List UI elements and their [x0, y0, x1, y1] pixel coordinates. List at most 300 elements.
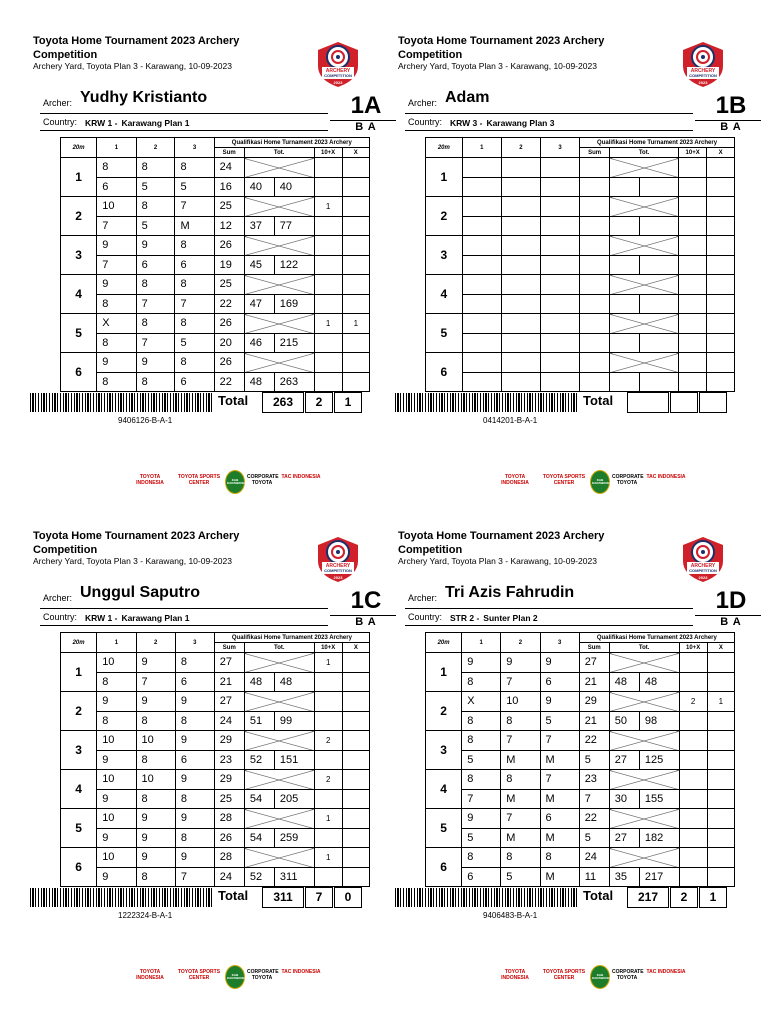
barcode	[30, 888, 212, 907]
end-sum: 45	[244, 255, 274, 275]
row-sum: 25	[214, 789, 244, 809]
arrow-score: 5	[462, 828, 501, 848]
row-sum: 11	[579, 867, 609, 887]
crossed-cell	[610, 314, 679, 334]
end-sum: 30	[609, 789, 639, 809]
divider	[40, 113, 328, 114]
end-number: 3	[426, 731, 462, 770]
row-sum: 24	[214, 711, 244, 731]
row-sum: 12	[214, 216, 244, 236]
row-sum: 29	[214, 731, 244, 751]
table-row	[426, 750, 735, 770]
arrow-score: 5	[540, 711, 579, 731]
arrow-score: 6	[540, 809, 579, 829]
arrow-header-3: 3	[175, 633, 214, 653]
crossed-cell	[244, 692, 314, 712]
arrow-score	[540, 216, 579, 236]
archer-label: Archer:	[43, 593, 73, 603]
end-sum: 51	[244, 711, 274, 731]
arrow-score	[540, 333, 579, 353]
arrow-score	[501, 216, 540, 236]
sum-header: Sum	[214, 643, 244, 653]
x-count	[707, 809, 734, 829]
arrow-score: 8	[175, 828, 214, 848]
arrow-score	[462, 197, 501, 217]
tournament-subtitle: Archery Yard, Toyota Plan 3 - Karawang, 10-09-2023	[398, 61, 597, 71]
tenx-count: 2	[314, 731, 342, 751]
arrow-score: 5	[136, 216, 175, 236]
country-code: KRW 1 -	[85, 613, 118, 623]
running-total	[639, 294, 678, 314]
x-count	[342, 789, 369, 809]
tournament-title: Toyota Home Tournament 2023 Archery Competition	[398, 530, 605, 556]
arrow-score: 8	[97, 158, 136, 178]
crossed-cell	[609, 809, 679, 829]
crossed-cell	[244, 197, 314, 217]
distance-header: 20m	[426, 633, 462, 653]
table-row	[61, 867, 370, 887]
end-sum: 54	[244, 789, 274, 809]
x-count	[342, 255, 369, 275]
logo-text-1: ARCHERY	[325, 563, 351, 569]
archer-name: Tri Azis Fahrudin	[445, 584, 575, 601]
total-label: Total	[583, 393, 614, 408]
sum-header: Sum	[580, 148, 610, 158]
crossed-cell	[609, 692, 679, 712]
x-count	[342, 731, 369, 751]
target-number: 1C	[350, 587, 382, 614]
sponsor-name: TOYOTA INDONESIA	[501, 969, 529, 981]
tournament-title: Toyota Home Tournament 2023 Archery Competition	[33, 35, 240, 61]
barcode-number: 9406483-B-A-1	[483, 911, 538, 920]
tenx-count	[679, 731, 707, 751]
arrow-score: 8	[501, 770, 540, 790]
tenx-count	[679, 653, 707, 673]
distance-header: 20m	[426, 138, 463, 158]
end-sum: 48	[609, 672, 639, 692]
total-label: Total	[218, 888, 249, 903]
end-number: 3	[61, 236, 97, 275]
country-name: Sunter Plan 2	[483, 613, 538, 623]
table-row	[426, 372, 735, 392]
arrow-score: 10	[136, 731, 175, 751]
row-sum	[580, 333, 610, 353]
table-row	[61, 177, 370, 197]
sponsor-name: TOYOTA INDONESIA	[501, 474, 529, 486]
tenx-count	[679, 197, 707, 217]
divider	[405, 130, 693, 131]
x-count: 1	[342, 314, 369, 334]
row-sum: 25	[214, 197, 244, 217]
x-count	[707, 867, 734, 887]
tenx-count	[679, 294, 707, 314]
table-row	[426, 672, 735, 692]
x-count	[707, 653, 734, 673]
end-number: 6	[426, 848, 462, 887]
total-score: 263	[262, 392, 304, 413]
x-count	[342, 809, 369, 829]
arrow-score: 5	[175, 177, 214, 197]
x-count	[342, 236, 369, 256]
end-sum	[610, 294, 640, 314]
x-count	[707, 770, 734, 790]
sponsor-name: TOYOTA SPORTS CENTER	[177, 969, 221, 981]
barcode-number: 9406126-B-A-1	[118, 416, 173, 425]
scorecard-1c	[30, 495, 382, 995]
arrow-score: 8	[175, 789, 214, 809]
x-count	[707, 255, 735, 275]
x-count	[707, 177, 735, 197]
bow-class: B A	[355, 616, 377, 628]
running-total: 263	[274, 372, 314, 392]
end-number: 2	[61, 692, 97, 731]
running-total: 48	[639, 672, 679, 692]
logo-text-3: 2023	[698, 575, 708, 580]
tenx-count	[679, 275, 707, 295]
running-total: 125	[639, 750, 679, 770]
end-number: 1	[61, 158, 97, 197]
crossed-cell	[244, 158, 314, 178]
running-total: 217	[639, 867, 679, 887]
arrow-score: 6	[540, 672, 579, 692]
end-sum: 37	[244, 216, 274, 236]
arrow-score: 9	[97, 789, 136, 809]
country-code: KRW 3 -	[450, 118, 483, 128]
logo-text-3: 2023	[698, 80, 708, 85]
arrow-score	[501, 236, 540, 256]
row-sum: 27	[214, 692, 244, 712]
barcode	[30, 393, 212, 412]
sponsor-name: CORPORATE TOYOTA	[612, 969, 644, 981]
sponsor-name: TAC INDONESIA	[646, 969, 686, 975]
tenx-count	[314, 828, 342, 848]
arrow-score: 9	[97, 236, 136, 256]
arrow-score	[462, 353, 501, 373]
x-header: X	[707, 643, 734, 653]
running-total: 40	[274, 177, 314, 197]
country-value	[85, 613, 189, 623]
tot-header: Tot.	[610, 148, 679, 158]
end-sum: 54	[244, 828, 274, 848]
row-sum: 25	[214, 275, 244, 295]
arrow-score	[462, 372, 501, 392]
table-row	[61, 750, 370, 770]
x-count	[342, 770, 369, 790]
end-sum	[610, 177, 640, 197]
sum-header: Sum	[579, 643, 609, 653]
row-sum: 27	[579, 653, 609, 673]
divider	[405, 113, 693, 114]
tournament-subtitle: Archery Yard, Toyota Plan 3 - Karawang, 10-09-2023	[33, 61, 232, 71]
end-sum: 52	[244, 867, 274, 887]
target-number: 1A	[350, 92, 382, 119]
arrow-header-2: 2	[136, 138, 175, 158]
archery-competition-logo	[679, 40, 727, 88]
row-sum	[580, 275, 610, 295]
archery-competition-logo	[314, 535, 362, 583]
x-count	[707, 236, 735, 256]
arrow-score: 8	[97, 672, 136, 692]
arrow-score: 9	[462, 653, 501, 673]
tenx-count	[679, 848, 707, 868]
row-sum: 28	[214, 809, 244, 829]
running-total: 151	[274, 750, 314, 770]
crossed-cell	[609, 770, 679, 790]
header-row	[426, 633, 735, 643]
arrow-score	[540, 177, 579, 197]
table-row	[61, 216, 370, 236]
arrow-score: 10	[97, 770, 136, 790]
bow-class: B A	[355, 121, 377, 133]
tenx-count	[679, 711, 707, 731]
tenx-header: 10+X	[314, 643, 342, 653]
crossed-cell	[244, 848, 314, 868]
end-number: 4	[61, 275, 97, 314]
x-count	[707, 750, 734, 770]
row-sum: 5	[579, 750, 609, 770]
arrow-score: 5	[175, 333, 214, 353]
arrow-score: 8	[540, 848, 579, 868]
header-row	[61, 138, 370, 148]
arrow-header-2: 2	[501, 633, 540, 653]
row-sum	[580, 294, 610, 314]
row-sum	[580, 372, 610, 392]
total-10x: 2	[670, 887, 698, 908]
crossed-cell	[244, 731, 314, 751]
row-sum: 26	[214, 353, 244, 373]
tenx-count: 1	[314, 653, 342, 673]
end-sum: 47	[244, 294, 274, 314]
total-x: 0	[334, 887, 362, 908]
arrow-score	[462, 294, 501, 314]
sum-header: Sum	[214, 148, 244, 158]
x-count	[342, 275, 369, 295]
total-x: 1	[334, 392, 362, 413]
arrow-score: 8	[97, 333, 136, 353]
end-sum: 35	[609, 867, 639, 887]
end-sum: 46	[244, 333, 274, 353]
tenx-count	[314, 789, 342, 809]
arrow-score: 9	[175, 692, 214, 712]
end-number: 1	[61, 653, 97, 692]
arrow-score: M	[540, 867, 579, 887]
x-count	[342, 372, 369, 392]
bow-class: B A	[720, 121, 742, 133]
row-sum: 5	[579, 828, 609, 848]
country-name: Karawang Plan 1	[121, 613, 190, 623]
arrow-score	[462, 275, 501, 295]
crossed-cell	[244, 653, 314, 673]
qualification-header: Qualifikasi Home Turnament 2023 Archery	[579, 633, 734, 643]
tournament-subtitle: Archery Yard, Toyota Plan 3 - Karawang, 10-09-2023	[398, 556, 597, 566]
target-number: 1D	[715, 587, 747, 614]
end-number: 5	[426, 314, 463, 353]
tenx-count	[314, 216, 342, 236]
running-total: 215	[274, 333, 314, 353]
crossed-cell	[244, 314, 314, 334]
row-sum: 24	[579, 848, 609, 868]
arrow-score	[462, 255, 501, 275]
divider	[405, 608, 693, 609]
running-total: 205	[274, 789, 314, 809]
row-sum: 29	[214, 770, 244, 790]
arrow-score: 6	[175, 750, 214, 770]
table-row	[426, 177, 735, 197]
qualification-header: Qualifikasi Home Turnament 2023 Archery	[214, 633, 369, 643]
x-count	[342, 653, 369, 673]
archer-label: Archer:	[408, 593, 438, 603]
tenx-count	[314, 672, 342, 692]
tenx-count	[679, 177, 707, 197]
arrow-score: 10	[136, 770, 175, 790]
logo-text-1: ARCHERY	[690, 68, 716, 74]
arrow-score	[501, 255, 540, 275]
arrow-score: 9	[136, 236, 175, 256]
score-table	[425, 632, 735, 887]
tenx-count	[314, 692, 342, 712]
running-total: 155	[639, 789, 679, 809]
row-sum: 22	[579, 731, 609, 751]
x-count	[707, 275, 735, 295]
row-sum: 26	[214, 828, 244, 848]
arrow-score: 8	[501, 848, 540, 868]
table-row	[426, 653, 735, 673]
arrow-score: 9	[175, 770, 214, 790]
running-total	[639, 333, 678, 353]
arrow-score: 8	[462, 770, 501, 790]
arrow-score: 9	[97, 750, 136, 770]
tenx-count	[679, 158, 707, 178]
arrow-score: 8	[136, 750, 175, 770]
arrow-score: 8	[175, 275, 214, 295]
arrow-score: 9	[136, 809, 175, 829]
tenx-count	[679, 809, 707, 829]
x-count	[707, 294, 735, 314]
end-number: 5	[61, 809, 97, 848]
end-number: 6	[61, 353, 97, 392]
tenx-count	[679, 333, 707, 353]
tenx-count	[679, 828, 707, 848]
end-number: 4	[61, 770, 97, 809]
arrow-score	[540, 197, 579, 217]
end-number: 2	[61, 197, 97, 236]
barcode	[395, 888, 577, 907]
logo-text-1: ARCHERY	[690, 563, 716, 569]
crossed-cell	[610, 158, 679, 178]
tenx-count: 2	[679, 692, 707, 712]
sponsor-name: TAC INDONESIA	[281, 969, 321, 975]
end-number: 3	[61, 731, 97, 770]
arrow-score: M	[540, 750, 579, 770]
barcode-number: 0414201-B-A-1	[483, 416, 538, 425]
arrow-score: 8	[462, 711, 501, 731]
row-sum: 21	[579, 711, 609, 731]
tenx-count	[314, 372, 342, 392]
table-row	[61, 236, 370, 256]
arrow-score: 9	[97, 275, 136, 295]
arrow-score	[462, 333, 501, 353]
crossed-cell	[609, 848, 679, 868]
arrow-score	[462, 216, 501, 236]
archery-competition-logo	[314, 40, 362, 88]
arrow-score	[540, 353, 579, 373]
qualification-header: Qualifikasi Home Turnament 2023 Archery	[214, 138, 369, 148]
arrow-score: 9	[136, 653, 175, 673]
arrow-score: 7	[501, 809, 540, 829]
x-count	[707, 314, 735, 334]
arrow-score: 8	[136, 197, 175, 217]
bow-class: B A	[720, 616, 742, 628]
end-number: 3	[426, 236, 463, 275]
arrow-score: 7	[540, 770, 579, 790]
sponsor-name: CORPORATE TOYOTA	[612, 474, 644, 486]
divider	[40, 625, 328, 626]
arrow-score: 8	[175, 711, 214, 731]
tenx-count	[314, 867, 342, 887]
total-x: 1	[699, 887, 727, 908]
row-sum	[580, 314, 610, 334]
arrow-header-2: 2	[501, 138, 540, 158]
arrow-score: 8	[462, 672, 501, 692]
end-number: 5	[61, 314, 97, 353]
country-code: KRW 1 -	[85, 118, 118, 128]
arrow-score: 9	[136, 848, 175, 868]
x-count: 1	[707, 692, 734, 712]
table-row	[426, 828, 735, 848]
sponsor-name: KAB KARAWANG	[227, 478, 245, 485]
arrow-score: 5	[136, 177, 175, 197]
table-row	[426, 197, 735, 217]
tenx-count: 1	[314, 848, 342, 868]
total-score: 311	[262, 887, 304, 908]
arrow-score: 8	[175, 653, 214, 673]
crossed-cell	[610, 236, 679, 256]
arrow-score: M	[540, 828, 579, 848]
running-total: 122	[274, 255, 314, 275]
tenx-header: 10+X	[314, 148, 342, 158]
x-header: X	[707, 148, 735, 158]
arrow-score: 7	[175, 197, 214, 217]
running-total: 99	[274, 711, 314, 731]
tenx-count: 2	[314, 770, 342, 790]
end-number: 6	[426, 353, 463, 392]
row-sum: 29	[579, 692, 609, 712]
x-count	[342, 333, 369, 353]
table-row	[61, 353, 370, 373]
total-10x: 2	[305, 392, 333, 413]
crossed-cell	[244, 275, 314, 295]
arrow-score: 7	[501, 672, 540, 692]
row-sum	[580, 236, 610, 256]
end-number: 4	[426, 770, 462, 809]
table-row	[426, 255, 735, 275]
tenx-count	[679, 867, 707, 887]
tenx-count	[679, 314, 707, 334]
table-row	[426, 809, 735, 829]
archer-name: Yudhy Kristianto	[80, 89, 208, 106]
arrow-score: 8	[462, 848, 501, 868]
arrow-score: 7	[462, 789, 501, 809]
arrow-header-3: 3	[540, 138, 579, 158]
table-row	[61, 197, 370, 217]
arrow-score: 8	[175, 314, 214, 334]
table-row	[61, 372, 370, 392]
table-row	[426, 294, 735, 314]
arrow-score: 7	[97, 216, 136, 236]
arrow-score: 10	[97, 809, 136, 829]
country-value	[450, 118, 554, 128]
tenx-count	[314, 333, 342, 353]
